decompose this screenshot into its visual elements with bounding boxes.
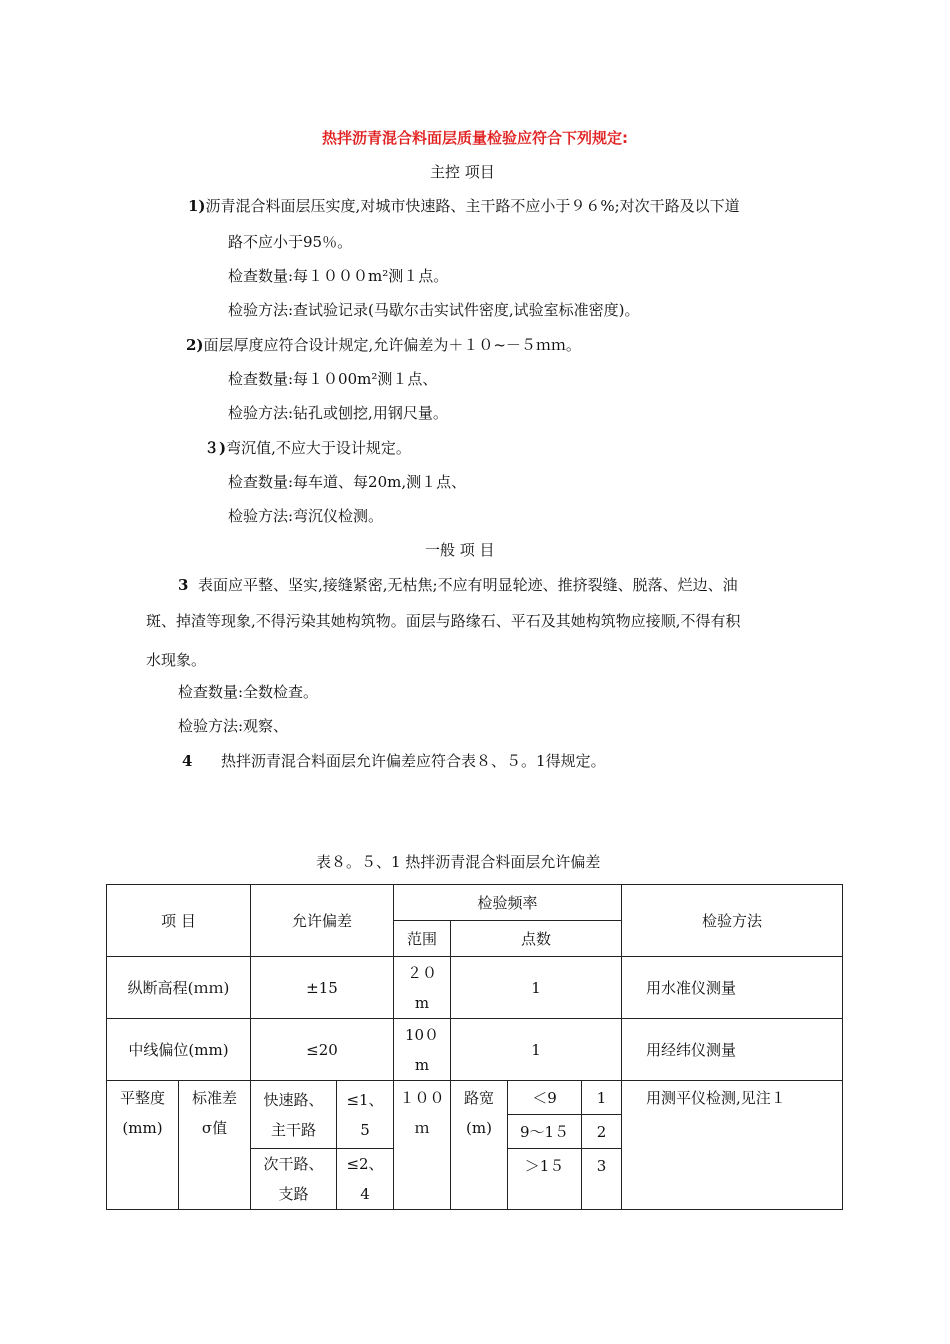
item-2-check-method: 检验方法:钻孔或刨挖,用钢尺量。 bbox=[228, 404, 448, 422]
row3-method: 用测平仪检测,见注１ bbox=[622, 1081, 843, 1210]
row3-points-1: 1 bbox=[582, 1081, 622, 1115]
row2-range-value: 10０ bbox=[404, 1025, 440, 1044]
header-tolerance: 允许偏差 bbox=[251, 885, 394, 957]
row2-points: 1 bbox=[451, 1019, 622, 1081]
general-item-3-text: 表面应平整、坚实,接缝紧密,无枯焦;不应有明显轮迹、推挤裂缝、脱落、烂边、油 bbox=[197, 576, 738, 594]
row3-range bbox=[394, 1081, 451, 1210]
general-item-4 bbox=[182, 751, 606, 771]
row3-tolerance-1 bbox=[337, 1081, 394, 1149]
item-3-text: 弯沉值,不应大于设计规定。 bbox=[226, 439, 411, 457]
item-2-check-count: 检查数量:每１０00m²测１点、 bbox=[228, 370, 438, 388]
row3-width-2: 9～1５ bbox=[508, 1115, 582, 1149]
row3-subitem-b: σ值 bbox=[201, 1119, 228, 1137]
row3-width-unit: (m) bbox=[466, 1119, 492, 1137]
header-item: 项 目 bbox=[107, 885, 251, 957]
general-item-4-number: 4 bbox=[182, 752, 193, 770]
row3-width-3: ＞1５ bbox=[508, 1149, 582, 1210]
item-3-number: ３) bbox=[204, 439, 227, 457]
row1-points: 1 bbox=[451, 957, 622, 1019]
row1-tolerance: ±15 bbox=[251, 957, 394, 1019]
row1-range bbox=[394, 957, 451, 1019]
header-points: 点数 bbox=[451, 921, 622, 957]
row3-tolerance-2 bbox=[337, 1149, 394, 1210]
row1-range-unit: m bbox=[414, 993, 430, 1012]
document-title: 热拌沥青混合料面层质量检验应符合下列规定: bbox=[322, 129, 629, 147]
row3-road-class-2 bbox=[251, 1149, 337, 1210]
item-3 bbox=[204, 438, 411, 458]
item-1-check-count: 检查数量:每１０００m²测１点。 bbox=[228, 267, 449, 285]
row1-method: 用水准仪测量 bbox=[622, 957, 843, 1019]
table-caption: 表８。５、1 热拌沥青混合料面层允许偏差 bbox=[316, 853, 601, 871]
row3-range-unit: ｍ bbox=[414, 1119, 430, 1137]
table-row bbox=[107, 1081, 843, 1115]
row2-tolerance: ≤20 bbox=[251, 1019, 394, 1081]
row3-width-label: 路宽 bbox=[463, 1089, 494, 1107]
row3-tol-2a: ≤2、 bbox=[346, 1155, 384, 1173]
row3-item-unit: (mm) bbox=[122, 1119, 163, 1137]
row3-tol-1b: 5 bbox=[360, 1120, 370, 1139]
row1-range-value: ２０ bbox=[406, 963, 437, 982]
general-item-3 bbox=[178, 575, 738, 595]
row3-item bbox=[107, 1081, 179, 1210]
row3-subitem-a: 标准差 bbox=[191, 1089, 237, 1107]
item-1-text-cont: 路不应小于95％。 bbox=[228, 233, 353, 251]
row3-road-1b: 主干路 bbox=[270, 1120, 316, 1139]
general-item-3-check-count: 检查数量:全数检查。 bbox=[178, 683, 319, 701]
main-control-heading: 主控 项目 bbox=[430, 163, 495, 181]
item-2-text: 面层厚度应符合设计规定,允许偏差为＋１０~－５ｍｍ。 bbox=[203, 336, 581, 354]
row3-road-class-1 bbox=[251, 1081, 337, 1149]
row3-range-value: １００ bbox=[399, 1089, 445, 1107]
row2-method: 用经纬仪测量 bbox=[622, 1019, 843, 1081]
header-range: 范围 bbox=[394, 921, 451, 957]
general-heading: 一般 项 目 bbox=[425, 541, 495, 559]
general-item-3-check-method: 检验方法:观察、 bbox=[178, 717, 289, 735]
item-1 bbox=[188, 196, 740, 216]
row3-item-name: 平整度 bbox=[119, 1089, 165, 1107]
row2-range-unit: m bbox=[414, 1055, 430, 1074]
tolerance-table bbox=[106, 884, 843, 1210]
general-item-3-number: 3 bbox=[178, 576, 189, 594]
item-1-check-method: 检验方法:查试验记录(马歇尔击实试件密度,试验室标准密度)。 bbox=[228, 301, 640, 319]
row2-item: 中线偏位(mm) bbox=[107, 1019, 251, 1081]
general-item-3-text-end: 水现象。 bbox=[146, 651, 207, 669]
row3-road-1a: 快速路、 bbox=[263, 1090, 324, 1109]
header-method: 检验方法 bbox=[622, 885, 843, 957]
row3-tol-2b: 4 bbox=[360, 1185, 370, 1203]
item-3-check-count: 检查数量:每车道、每20m,测１点、 bbox=[228, 473, 467, 491]
row3-subitem bbox=[179, 1081, 251, 1210]
row3-road-2a: 次干路、 bbox=[263, 1155, 324, 1173]
row3-tol-1a: ≤1、 bbox=[346, 1090, 384, 1109]
row3-points-2: 2 bbox=[582, 1115, 622, 1149]
row3-points-3: 3 bbox=[582, 1149, 622, 1210]
header-frequency: 检验频率 bbox=[394, 885, 622, 921]
row3-width-1: ＜9 bbox=[508, 1081, 582, 1115]
table-row bbox=[107, 957, 843, 1019]
item-2-number: 2) bbox=[186, 336, 204, 354]
item-1-number: 1) bbox=[188, 197, 206, 215]
row3-road-2b: 支路 bbox=[278, 1185, 309, 1203]
item-1-text: 沥青混合料面层压实度,对城市快速路、主干路不应小于９６%;对次干路及以下道 bbox=[205, 197, 740, 215]
row3-road-width bbox=[451, 1081, 508, 1210]
row1-item: 纵断高程(ｍｍ) bbox=[107, 957, 251, 1019]
item-2 bbox=[186, 335, 581, 355]
general-item-4-text: 热拌沥青混合料面层允许偏差应符合表８、５。1得规定。 bbox=[221, 752, 606, 770]
general-item-3-text-cont: 斑、掉渣等现象,不得污染其她构筑物。面层与路缘石、平石及其她构筑物应接顺,不得有积 bbox=[146, 612, 741, 630]
table-row bbox=[107, 1019, 843, 1081]
item-3-check-method: 检验方法:弯沉仪检测。 bbox=[228, 507, 384, 525]
row2-range bbox=[394, 1019, 451, 1081]
